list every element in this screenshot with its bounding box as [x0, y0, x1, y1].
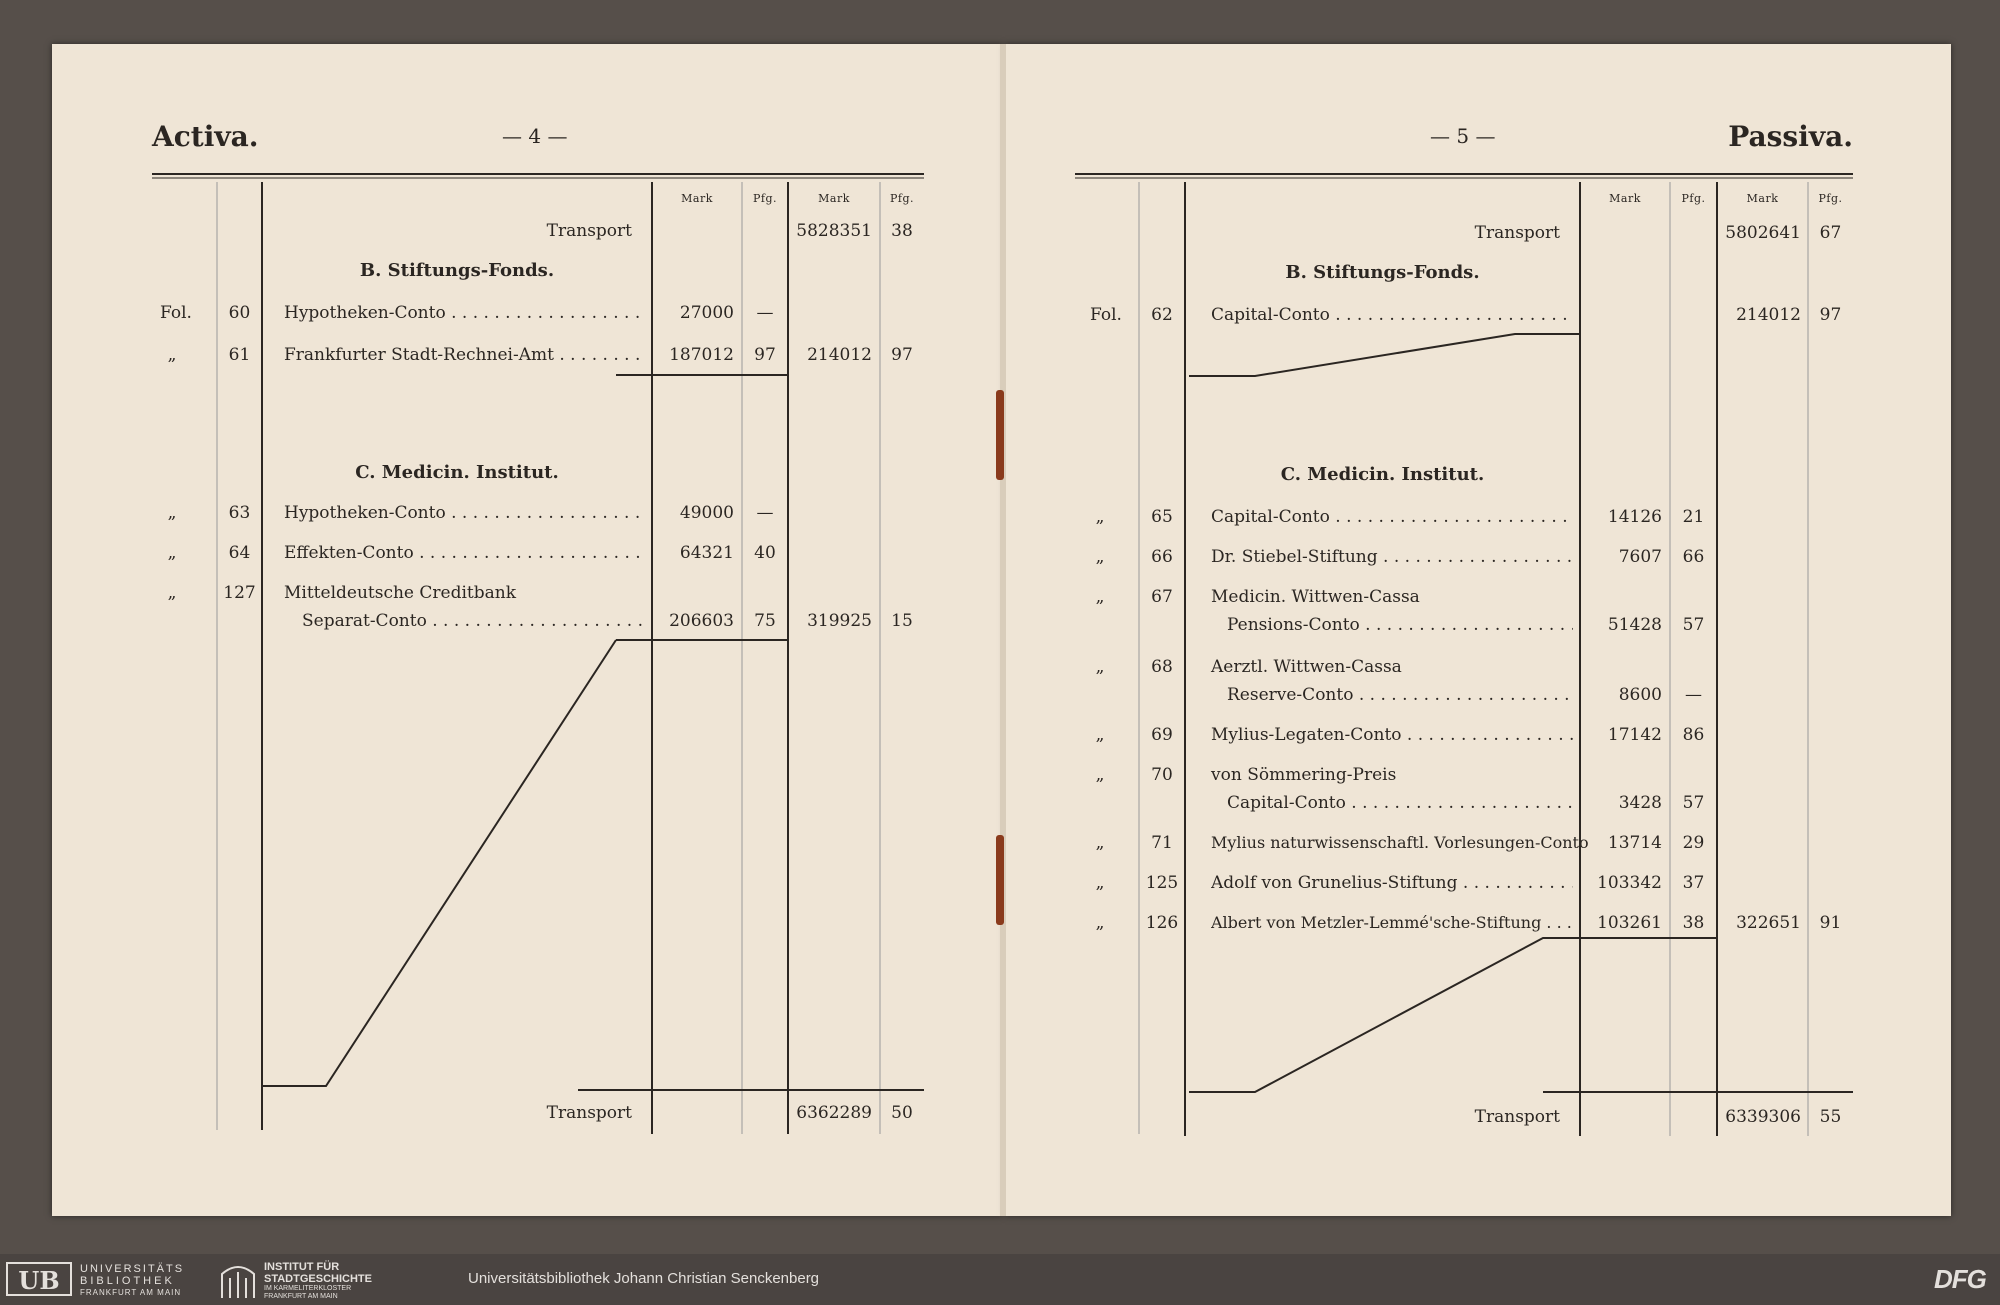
page-number: — 5 — — [1430, 124, 1496, 148]
ub-logo-text: FRANKFURT AM MAIN — [80, 1288, 182, 1297]
ditto-mark: „ — [1095, 587, 1105, 607]
folio-number: 63 — [228, 503, 251, 523]
ditto-mark: „ — [1095, 873, 1105, 893]
ditto-mark: „ — [1095, 657, 1105, 677]
entry-label: Mylius-Legaten-Conto . . . — [1211, 724, 1573, 746]
entry-pfg: 29 — [1682, 833, 1705, 853]
entry-mark: 206603 — [669, 611, 734, 631]
entry-pfg: 97 — [754, 345, 776, 365]
total-pfg: 15 — [891, 611, 913, 631]
section-heading: B. Stiftungs-Fonds. — [359, 260, 555, 281]
total-pfg: 91 — [1819, 913, 1842, 933]
transport-mark: 5828351 — [796, 221, 872, 241]
folio-number: 62 — [1151, 305, 1173, 325]
entry-mark: 187012 — [669, 345, 734, 365]
entry-pfg: 37 — [1682, 873, 1705, 893]
entry-pfg: 75 — [754, 611, 776, 631]
page-heading: Activa. — [152, 120, 259, 153]
transport-pfg: 55 — [1819, 1107, 1842, 1127]
ditto-mark: „ — [1095, 547, 1105, 567]
library-name: Universitätsbibliothek Johann Christian Senckenberg — [468, 1270, 820, 1287]
entry-label: Capital-Conto . . . — [1211, 304, 1573, 326]
folio-number: 60 — [228, 303, 251, 323]
ub-logo: UB — [6, 1262, 72, 1296]
binding-stitch — [996, 835, 1004, 925]
footer-bar — [0, 1254, 2000, 1305]
total-mark: 214012 — [1736, 305, 1801, 325]
entry-label: Albert von Metzler-Lemmé'sche-Stiftung . . . — [1211, 912, 1573, 934]
folio-number: 70 — [1151, 765, 1173, 785]
transport-label: Transport — [1474, 1107, 1560, 1127]
entry-mark: 64321 — [679, 543, 734, 563]
entry-label: Medicin. Wittwen-Cassa — [1211, 587, 1420, 607]
folio-number: 61 — [228, 345, 251, 365]
ditto-mark: „ — [167, 583, 177, 603]
entry-label: Effekten-Conto . . . — [284, 542, 644, 564]
section-heading: B. Stiftungs-Fonds. — [1285, 262, 1480, 283]
ditto-mark: „ — [1095, 725, 1105, 745]
entry-label: Adolf von Grunelius-Stiftung . . . — [1211, 872, 1573, 894]
entry-mark: 27000 — [679, 303, 734, 323]
entry-label-continued: Separat-Conto . . . — [302, 610, 644, 632]
transport-mark: 6339306 — [1725, 1107, 1801, 1127]
entry-pfg: 38 — [1682, 913, 1705, 933]
book-spine — [1000, 44, 1006, 1216]
folio-number: 127 — [223, 583, 256, 603]
fol-marker: Fol. — [1090, 305, 1122, 325]
isg-logo-text: INSTITUT FÜR — [264, 1261, 340, 1273]
entry-label: Hypotheken-Conto . . . — [284, 302, 644, 324]
entry-mark: 14126 — [1607, 507, 1662, 527]
total-mark: 322651 — [1736, 913, 1801, 933]
ditto-mark: „ — [167, 503, 177, 523]
folio-number: 66 — [1151, 547, 1173, 567]
section-heading: C. Medicin. Institut. — [355, 462, 559, 483]
folio-number: 125 — [1145, 873, 1179, 893]
transport-pfg: 50 — [891, 1103, 913, 1123]
column-header: Mark — [1609, 192, 1641, 205]
ub-logo-text: BIBLIOTHEK — [80, 1275, 175, 1287]
isg-logo-text: STADTGESCHICHTE — [264, 1273, 372, 1285]
entry-pfg: — — [1685, 685, 1702, 705]
transport-pfg: 38 — [891, 221, 913, 241]
column-header: Pfg. — [752, 192, 777, 205]
column-header: Pfg. — [1818, 192, 1843, 205]
entry-pfg: — — [756, 503, 774, 523]
entry-label: Mitteldeutsche Creditbank — [284, 583, 516, 603]
folio-number: 65 — [1151, 507, 1173, 527]
entry-mark: 8600 — [1618, 685, 1662, 705]
column-header: Pfg. — [1681, 192, 1706, 205]
total-pfg: 97 — [891, 345, 913, 365]
total-mark: 319925 — [807, 611, 872, 631]
transport-mark: 5802641 — [1725, 223, 1801, 243]
column-header: Mark — [681, 192, 713, 205]
ditto-mark: „ — [1095, 833, 1105, 853]
folio-number: 68 — [1151, 657, 1173, 677]
column-header: Pfg. — [889, 192, 914, 205]
folio-number: 69 — [1151, 725, 1173, 745]
entry-mark: 7607 — [1618, 547, 1662, 567]
ditto-mark: „ — [1095, 913, 1105, 933]
entry-label: Hypotheken-Conto . . . — [284, 502, 644, 524]
ub-logo-text: UNIVERSITÄTS — [80, 1263, 185, 1275]
entry-label-continued: Pensions-Conto . . . — [1227, 614, 1573, 636]
entry-pfg: 86 — [1682, 725, 1705, 745]
entry-label: Aerztl. Wittwen-Cassa — [1211, 657, 1402, 677]
page-heading: Passiva. — [1728, 120, 1853, 153]
folio-number: 67 — [1151, 587, 1173, 607]
ditto-mark: „ — [167, 345, 177, 365]
entry-label: Dr. Stiebel-Stiftung . . . — [1211, 546, 1573, 568]
entry-mark: 51428 — [1607, 615, 1662, 635]
entry-pfg: 57 — [1682, 615, 1705, 635]
isg-building-icon — [218, 1260, 258, 1300]
column-header: Mark — [1746, 192, 1779, 205]
folio-number: 71 — [1151, 833, 1173, 853]
transport-mark: 6362289 — [796, 1103, 872, 1123]
isg-logo-text: FRANKFURT AM MAIN — [264, 1293, 338, 1300]
entry-mark: 13714 — [1607, 833, 1662, 853]
entry-label: Capital-Conto . . . — [1211, 506, 1573, 528]
entry-label: Mylius naturwissenschaftl. Vorlesungen-Conto — [1211, 833, 1589, 852]
folio-number: 126 — [1145, 913, 1179, 933]
transport-label: Transport — [1474, 223, 1560, 243]
entry-mark: 49000 — [679, 503, 734, 523]
isg-logo-text: IM KARMELITERKLOSTER — [264, 1285, 352, 1292]
left-page — [52, 44, 1002, 1216]
ditto-mark: „ — [167, 543, 177, 563]
ditto-mark: „ — [1095, 765, 1105, 785]
folio-number: 64 — [228, 543, 251, 563]
entry-label-continued: Reserve-Conto . . . — [1227, 684, 1573, 706]
entry-label: von Sömmering-Preis — [1211, 765, 1397, 785]
ditto-mark: „ — [1095, 507, 1105, 527]
transport-label: Transport — [546, 1103, 632, 1123]
transport-pfg: 67 — [1819, 223, 1842, 243]
entry-pfg: — — [756, 303, 774, 323]
entry-pfg: 66 — [1682, 547, 1705, 567]
page-number: — 4 — — [502, 124, 568, 148]
entry-pfg: 21 — [1682, 507, 1705, 527]
column-header: Mark — [818, 192, 850, 205]
entry-mark: 3428 — [1618, 793, 1662, 813]
fol-marker: Fol. — [160, 303, 192, 323]
entry-pfg: 57 — [1682, 793, 1705, 813]
total-mark: 214012 — [807, 345, 872, 365]
binding-stitch — [996, 390, 1004, 480]
transport-label: Transport — [546, 221, 632, 241]
dfg-logo: DFG — [1934, 1264, 1986, 1294]
entry-label: Frankfurter Stadt-Rechnei-Amt . . . — [284, 344, 644, 366]
entry-mark: 17142 — [1607, 725, 1662, 745]
entry-mark: 103261 — [1597, 913, 1662, 933]
entry-pfg: 40 — [754, 543, 776, 563]
entry-mark: 103342 — [1597, 873, 1662, 893]
section-heading: C. Medicin. Institut. — [1280, 464, 1485, 485]
right-page — [1005, 44, 1951, 1216]
total-pfg: 97 — [1819, 305, 1842, 325]
entry-label-continued: Capital-Conto . . . — [1227, 792, 1573, 814]
